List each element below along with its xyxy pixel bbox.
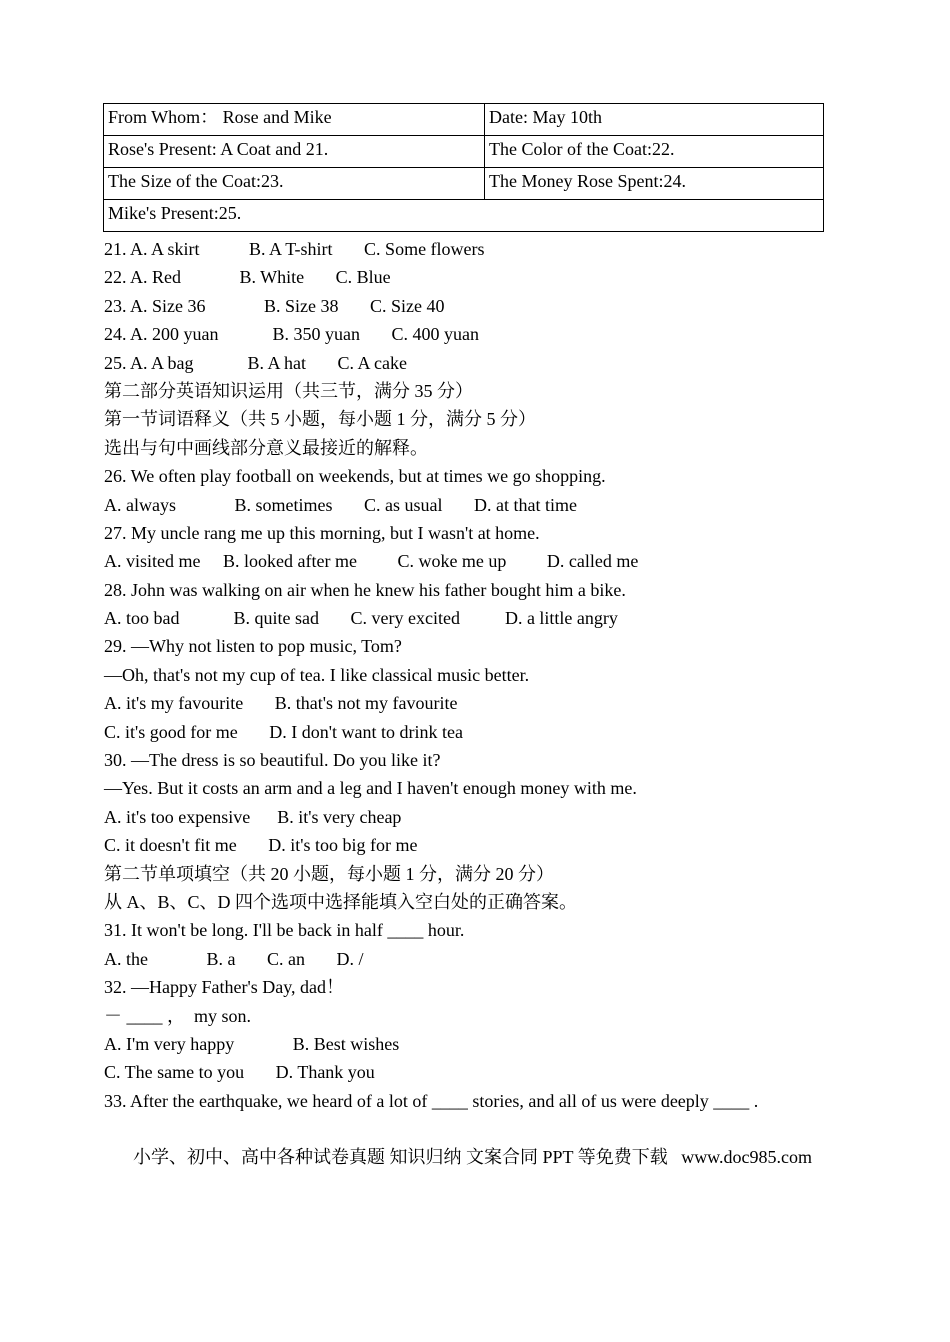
text-line: A. it's too expensive B. it's very cheap [104, 806, 402, 827]
table-cell: Rose's Present: A Coat and 21. [104, 136, 485, 168]
table-cell: The Size of the Coat:23. [104, 168, 485, 200]
table-row [104, 136, 824, 168]
text-line: 21. A. A skirt B. A T-shirt C. Some flowers [104, 239, 485, 259]
text-line: 32. ―Happy Father's Day, dad！ [104, 977, 345, 998]
text-line: 31. It won't be long. I'll be back in half ____ hour. [104, 920, 465, 941]
text-line: C. it doesn't fit me D. it's too big for me [104, 835, 418, 856]
text-line: 30. ―The dress is so beautiful. Do you like it? [104, 750, 441, 771]
text-line: 24. A. 200 yuan B. 350 yuan C. 400 yuan [104, 324, 479, 345]
text-line: C. The same to you D. Thank you [104, 1062, 375, 1083]
section-heading: 第二部分英语知识运用（共三节，满分 35 分） [104, 380, 473, 401]
section-heading: 第二节单项填空（共 20 小题，每小题 1 分，满分 20 分） [104, 863, 554, 884]
text-line: － ____ ， my son. [104, 1005, 252, 1026]
text-line: 25. A. A bag B. A hat C. A cake [104, 352, 408, 373]
table-cell: The Color of the Coat:22. [485, 136, 824, 168]
text-line: 28. John was walking on air when he knew his father bought him a bike. [104, 579, 626, 600]
table-cell: From Whom： Rose and Mike [104, 104, 485, 136]
text-line: 29. ―Why not listen to pop music, Tom? [104, 636, 402, 657]
text-line: 23. A. Size 36 B. Size 38 C. Size 40 [104, 295, 445, 316]
info-table [103, 103, 824, 232]
text-line: 22. A. Red B. White C. Blue [104, 267, 391, 288]
text-line: 26. We often play football on weekends, but at times we go shopping. [104, 466, 606, 487]
text-line: 27. My uncle rang me up this morning, but I wasn't at home. [104, 522, 540, 543]
text-line: A. always B. sometimes C. as usual D. at that time [104, 494, 577, 515]
text-line: C. it's good for me D. I don't want to drink tea [104, 721, 463, 742]
text-line: A. it's my favourite B. that's not my favourite [104, 693, 458, 714]
table-row [104, 104, 824, 136]
text-line: 33. After the earthquake, we heard of a lot of ____ stories, and all of us were deeply ____ . [104, 1090, 759, 1111]
table-row [104, 168, 824, 200]
text-line: A. visited me B. looked after me C. woke me up D. called me [104, 551, 639, 572]
instruction-text: 从 A、B、C、D 四个选项中选择能填入空白处的正确答案。 [104, 891, 578, 912]
text-line: A. I'm very happy B. Best wishes [104, 1033, 400, 1054]
question-text [104, 235, 864, 1115]
instruction-text: 选出与句中画线部分意义最接近的解释。 [104, 437, 428, 458]
page-footer: 小学、初中、高中各种试卷真题 知识归纳 文案合同 PPT 等免费下载 www.doc985.com [133, 1147, 812, 1167]
table-cell: Date: May 10th [485, 104, 824, 136]
table-cell: The Money Rose Spent:24. [485, 168, 824, 200]
table-cell: Mike's Present:25. [104, 200, 824, 232]
table-row [104, 200, 824, 232]
text-line: ―Yes. But it costs an arm and a leg and I haven't enough money with me. [104, 778, 637, 799]
text-line: A. too bad B. quite sad C. very excited D. a little angry [104, 608, 618, 629]
section-heading: 第一节词语释义（共 5 小题，每小题 1 分，满分 5 分） [104, 409, 536, 430]
text-line: A. the B. a C. an D. / [104, 948, 364, 969]
text-line: ―Oh, that's not my cup of tea. I like classical music better. [104, 664, 530, 685]
